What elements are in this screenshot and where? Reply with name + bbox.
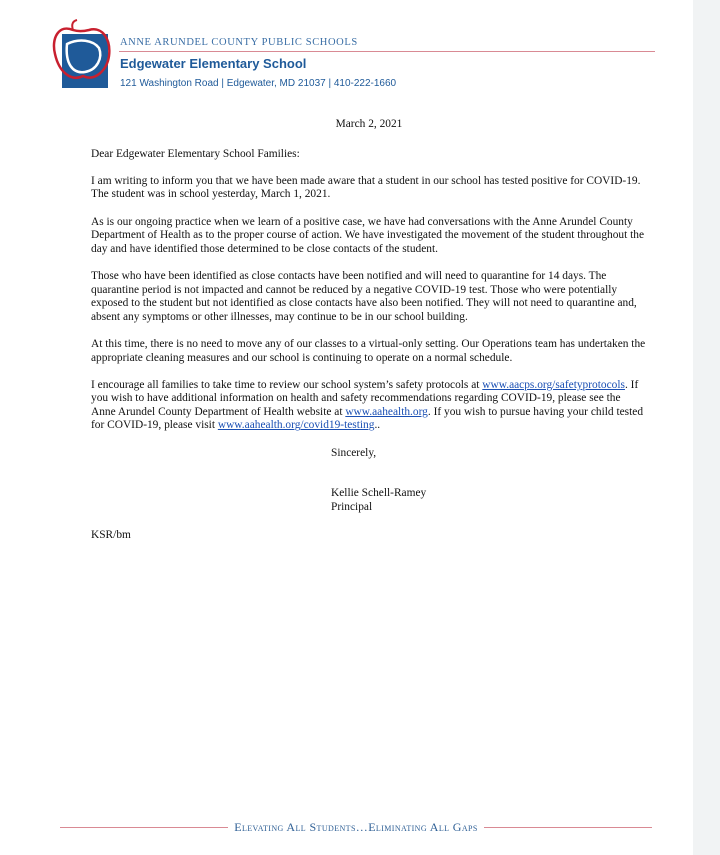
paragraph-4: At this time, there is no need to move any of our classes to a virtual-only setting. Our Operations team has undertaken the appropriate cleaning measures and our school is continuing to operate on a normal schedule.: [91, 337, 646, 364]
initials: KSR/bm: [91, 529, 131, 542]
aahealth-link[interactable]: www.aahealth.org: [345, 405, 428, 418]
p5-text: . If you wish to pursue having your child tested for COVID-19, please visit: [91, 405, 644, 432]
p5-text: ..: [374, 419, 381, 432]
paragraph-5: [91, 379, 647, 433]
header-divider: [119, 51, 655, 52]
paragraph-1: I am writing to inform you that we have been made aware that a student in our school has tested positive for COVID-19. The student was in school yesterday, March 1, 2021.: [91, 174, 641, 201]
footer-tagline: Elevating All Students…Eliminating All Gaps: [234, 820, 478, 834]
letter-date: March 2, 2021: [335, 118, 403, 130]
paragraph-2: As is our ongoing practice when we learn of a positive case, we have had conversations with the Anne Arundel County Department of Health as to the proper course of action. We have investigated the movement of the student throughout the day and have identified those determined to be close contacts of the student.: [91, 215, 645, 255]
district-name: ANNE ARUNDEL COUNTY PUBLIC SCHOOLS: [120, 37, 358, 48]
p5-text: . If you wish to have additional information on health and safety recommendations regarding COVID-19, please see the Anne Arundel County Department of Health website at: [91, 378, 639, 418]
p5-text: I encourage all families to take time to review our school system’s safety protocols at: [91, 378, 483, 391]
signer-name: Kellie Schell-Ramey: [331, 487, 427, 500]
footer: [60, 820, 652, 835]
covid-testing-link[interactable]: www.aahealth.org/covid19-testing: [217, 419, 375, 432]
paragraph-3: Those who have been identified as close contacts have been notified and will need to quarantine for 14 days. The quarantine period is not impacted and cannot be reduced by a negative COVID-19 test. Those who were potentially exposed to the student but not identified as close contacts have also been notified. They will not need to quarantine and, absent any symptoms or other illnesses, may continue to be in our school building.: [91, 269, 637, 323]
signer-title: Principal: [331, 500, 373, 513]
closing: Sincerely,: [331, 446, 377, 459]
aacps-apple-logo: [49, 18, 111, 90]
school-name: Edgewater Elementary School: [120, 56, 307, 71]
footer-line-left: [60, 827, 228, 828]
safety-protocols-link[interactable]: www.aacps.org/safetyprotocols: [482, 378, 625, 391]
school-address: 121 Washington Road | Edgewater, MD 21037 | 410-222-1660: [120, 78, 397, 89]
footer-line-right: [484, 827, 652, 828]
salutation: Dear Edgewater Elementary School Families:: [91, 147, 300, 160]
letter-body: [91, 118, 647, 557]
